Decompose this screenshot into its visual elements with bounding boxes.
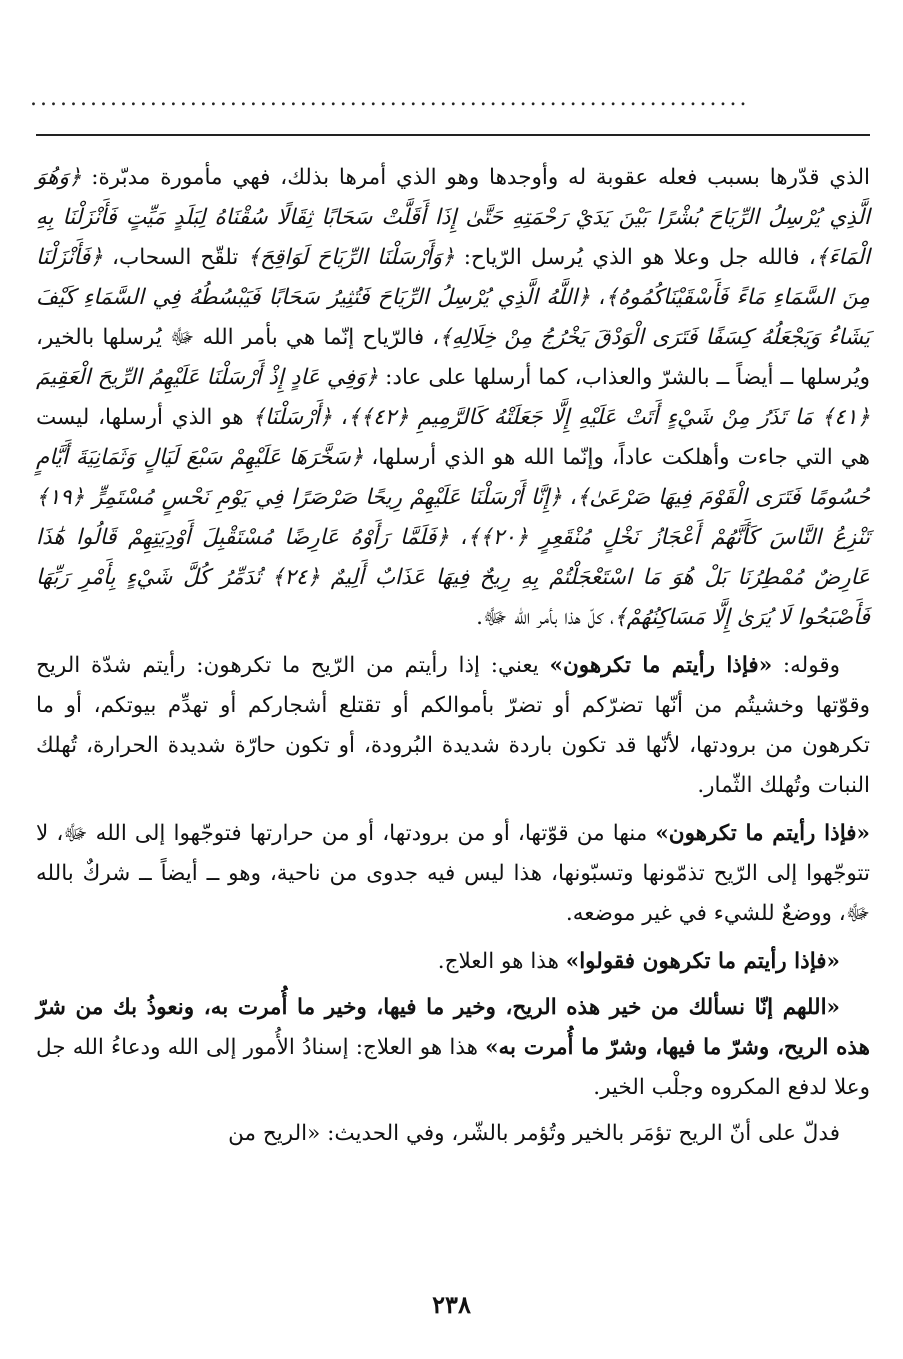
paragraph-3: «فإذا رأيتم ما تكرهون» منها من قوّتها، أو من برودتها، أو من حرارتها فتوجّهوا إلى الله ﷻ، لا تتوجّهوا إلى الرّيح تذمّونها وتسبّونها، هذا ليس فيه جدوى من ناحية، وهو ــ أيضاً ــ شركٌ بالله ﷻ، ووضعٌ للشيء في غير موضعه.	[36, 821, 870, 926]
paragraph-2: وقوله: «فإذا رأيتم ما تكرهون» يعني: إذا رأيتم من الرّيح ما تكرهون: رأيتم شدّة الريح وقوّتها وخشيتُم من أنّها تضرّكم أو تضرّ بأموالكم أو تقتلع أشجاركم أو تهدِّم بيوتكم، أو ما تكرهون من برودتها، لأنّها قد تكون باردة شديدة البُرودة، أو تكون حارّة شديدة الحرارة، تُهلك النبات وتُهلك الثّمار.	[36, 653, 870, 798]
quran-verse: ﴿فَأَنْزَلْنَا مِنَ السَّمَاءِ مَاءً فَأَسْقَيْنَاكُمُوهُ﴾	[36, 245, 870, 310]
footnote-separator-dots: ........................................................................	[30, 86, 750, 111]
hadith-quote: «فإذا رأيتم ما تكرهون»	[655, 821, 870, 846]
paragraph-4: «فإذا رأيتم ما تكرهون فقولوا» هذا هو العلاج.	[437, 949, 840, 974]
paragraph-5: «اللهم إنّا نسألك من خير هذه الريح، وخير ما فيها، وخير ما أُمرت به، ونعوذُ بك من شرّ هذه الريح، وشرّ ما فيها، وشرّ ما أُمرت به» هذا هو العلاج: إسنادُ الأُمور إلى الله ودعاءُ الله جل وعلا لدفع المكروه وجلْب الخير.	[36, 995, 870, 1100]
quran-verse: ﴿إِنَّا أَرْسَلْنَا عَلَيْهِمْ رِيحًا صَرْصَرًا فِي يَوْمِ نَحْسٍ مُسْتَمِرٍّ ﴿١٩﴾ تَنْزِعُ النَّاسَ كَأَنَّهُمْ أَعْجَازُ نَخْلٍ مُنْقَعِرٍ ﴿٢٠﴾﴾	[36, 485, 871, 550]
quran-verse: ﴿اللَّهُ الَّذِي يُرْسِلُ الرِّيَاحَ فَتُثِيرُ سَحَابًا فَيَبْسُطُهُ فِي السَّمَاءِ كَيْفَ يَشَاءُ وَيَجْعَلُهُ كِسَفًا فَتَرَى الْوَدْقَ يَخْرُجُ مِنْ خِلَالِهِ﴾	[36, 285, 870, 350]
quran-verse: ﴿فَلَمَّا رَأَوْهُ عَارِضًا مُسْتَقْبِلَ أَوْدِيَتِهِمْ قَالُوا هَٰذَا عَارِضٌ مُمْطِرُنَا بَلْ هُوَ مَا اسْتَعْجَلْتُمْ بِهِ رِيحٌ فِيهَا عَذَابٌ أَلِيمٌ ﴿٢٤﴾ تُدَمِّرُ كُلَّ شَيْءٍ بِأَمْرِ رَبِّهَا فَأَصْبَحُوا لَا يُرَىٰ إِلَّا مَسَاكِنُهُمْ﴾	[36, 525, 870, 630]
hadith-quote: «فإذا رأيتم ما تكرهون»	[549, 653, 773, 678]
page-number: ٢٣٨	[432, 1290, 471, 1319]
quran-verse: ﴿أَرْسَلْنَا﴾	[252, 405, 333, 430]
hadith-quote: «اللهم إنّا نسألك من خير هذه الريح، وخير ما فيها، وخير ما أُمرت به، ونعوذُ بك من شرّ هذه الريح، وشرّ ما فيها، وشرّ ما أُمرت به»	[36, 995, 870, 1060]
paragraph-6: فدلّ على أنّ الريح تؤمَر بالخير وتُؤمر بالشّر، وفي الحديث: «الريح من	[228, 1121, 840, 1146]
quran-verse: ﴿سَخَّرَهَا عَلَيْهِمْ سَبْعَ لَيَالٍ وَثَمَانِيَةَ أَيَّامٍ حُسُومًا فَتَرَى الْقَوْمَ فِيهَا صَرْعَىٰ﴾	[36, 445, 871, 510]
quran-verse: ﴿وَفِي عَادٍ إِذْ أَرْسَلْنَا عَلَيْهِمُ الرِّيحَ الْعَقِيمَ ﴿٤١﴾ مَا تَذَرُ مِنْ شَيْءٍ أَتَتْ عَلَيْهِ إِلَّا جَعَلَتْهُ كَالرَّمِيمِ ﴿٤٢﴾﴾	[36, 365, 870, 430]
hadith-quote: «فإذا رأيتم ما تكرهون فقولوا»	[565, 949, 840, 974]
quran-verse: ﴿وَأَرْسَلْنَا الرِّيَاحَ لَوَاقِحَ﴾	[247, 245, 455, 270]
quran-verse: ﴿وَهُوَ الَّذِي يُرْسِلُ الرِّيَاحَ بُشْرًا بَيْنَ يَدَيْ رَحْمَتِهِ حَتَّىٰ إِذَا أَقَلَّتْ سَحَابًا ثِقَالًا سُقْنَاهُ لِبَلَدٍ مَيِّتٍ فَأَنْزَلْنَا بِهِ الْمَاءَ﴾	[36, 165, 870, 270]
paragraph-1: الذي قدّرها بسبب فعله عقوبة له وأوجدها وهو الذي أمرها بذلك، فهي مأمورة مدبّرة: ﴿وَهُوَ الَّذِي يُرْسِلُ الرِّيَاحَ بُشْرًا بَيْنَ يَدَيْ رَحْمَتِهِ حَتَّىٰ إِذَا أَقَلَّتْ سَحَابًا ثِقَالًا سُقْنَاهُ لِبَلَدٍ مَيِّتٍ فَأَنْزَلْنَا بِهِ الْمَاءَ﴾، فالله جل وعلا هو الذي يُرسل الرّياح: ﴿وَأَرْسَلْنَا الرِّيَاحَ لَوَاقِحَ﴾ تلقّح السحاب، ﴿فَأَنْزَلْنَا مِنَ السَّمَاءِ مَاءً فَأَسْقَيْنَاكُمُوهُ﴾، ﴿اللَّهُ الَّذِي يُرْسِلُ الرِّيَاحَ فَتُثِيرُ سَحَابًا فَيَبْسُطُهُ فِي السَّمَاءِ كَيْفَ يَشَاءُ وَيَجْعَلُهُ كِسَفًا فَتَرَى الْوَدْقَ يَخْرُجُ مِنْ خِلَالِهِ﴾، فالرّياح إنّما هي بأمر الله ﷻ يُرسلها بالخير، ويُرسلها ــ أيضاً ــ بالشرّ والعذاب، كما أرسلها على عاد: ﴿وَفِي عَادٍ إِذْ أَرْسَلْنَا عَلَيْهِمُ الرِّيحَ الْعَقِيمَ ﴿٤١﴾ مَا تَذَرُ مِنْ شَيْءٍ أَتَتْ عَلَيْهِ إِلَّا جَعَلَتْهُ كَالرَّمِيمِ ﴿٤٢﴾﴾، ﴿أَرْسَلْنَا﴾ هو الذي أرسلها، ليست هي التي جاءت وأهلكت عاداً، وإنّما الله هو الذي أرسلها، ﴿سَخَّرَهَا عَلَيْهِمْ سَبْعَ لَيَالٍ وَثَمَانِيَةَ أَيَّامٍ حُسُومًا فَتَرَى الْقَوْمَ فِيهَا صَرْعَىٰ﴾، ﴿إِنَّا أَرْسَلْنَا عَلَيْهِمْ رِيحًا صَرْصَرًا فِي يَوْمِ نَحْسٍ مُسْتَمِرٍّ ﴿١٩﴾ تَنْزِعُ النَّاسَ كَأَنَّهُمْ أَعْجَازُ نَخْلٍ مُنْقَعِرٍ ﴿٢٠﴾﴾، ﴿فَلَمَّا رَأَوْهُ عَارِضًا مُسْتَقْبِلَ أَوْدِيَتِهِمْ قَالُوا هَٰذَا عَارِضٌ مُمْطِرُنَا بَلْ هُوَ مَا اسْتَعْجَلْتُمْ بِهِ رِيحٌ فِيهَا عَذَابٌ أَلِيمٌ ﴿٢٤﴾ تُدَمِّرُ كُلَّ شَيْءٍ بِأَمْرِ رَبِّهَا فَأَصْبَحُوا لَا يُرَىٰ إِلَّا مَسَاكِنُهُمْ﴾، كلّ هذا بأمر الله ﷻ.	[36, 165, 871, 630]
body-text	[36, 158, 870, 1162]
horizontal-rule	[36, 134, 870, 136]
